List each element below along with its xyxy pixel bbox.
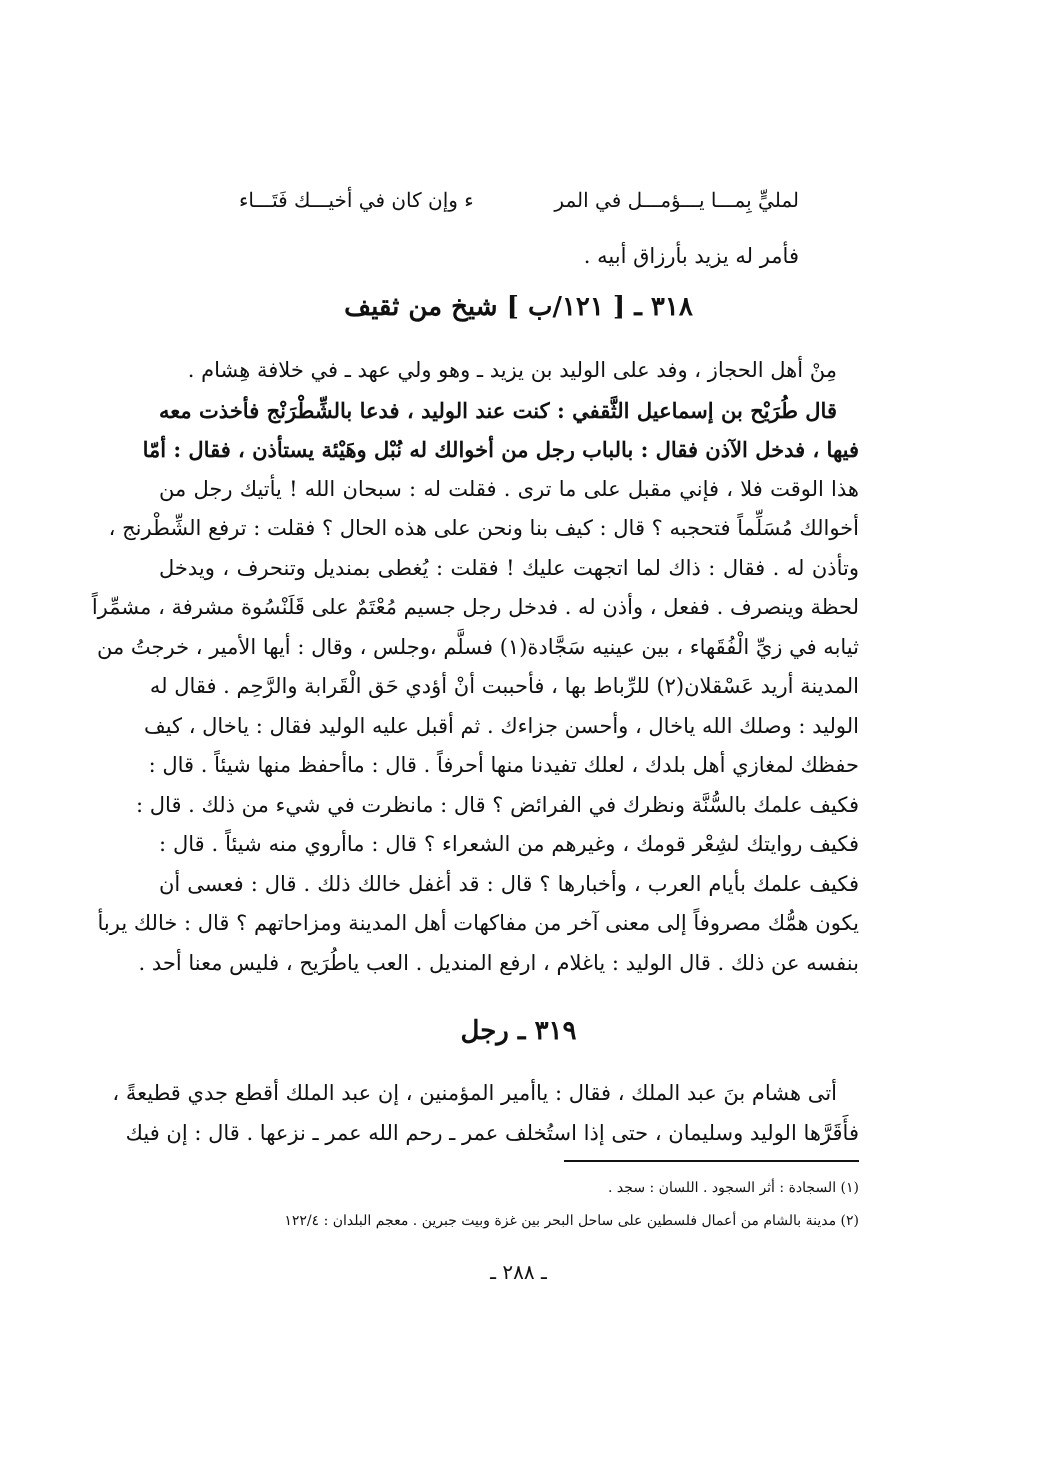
paragraph-line: لحظة وينصرف . ففعل ، وأذن له . فدخل رجل جسيم مُعْتَمٌ على قَلَنْسُوة مشرفة ، مشمِّراً xyxy=(91,595,859,619)
paragraph-line: هذا الوقت فلا ، فإني مقبل على ما ترى . فقلت له : سبحان الله ! يأتيك رجل من xyxy=(159,476,859,501)
verse-hemistich-left: ء وإن كان في أخيـــك فَتَـــاء xyxy=(239,188,474,212)
footnote-separator xyxy=(564,1160,859,1162)
paragraph-line: فكيف علمك بالسُّنَّة ونظرك في الفرائض ؟ قال : مانظرت في شيء من ذلك . قال : xyxy=(136,792,859,817)
page-number: ـ ٢٨٨ ـ xyxy=(490,1260,547,1284)
footnote-1: (١) السجادة : أثر السجود . اللسان : سجد . xyxy=(608,1180,859,1196)
line-after-verse: فأمر له يزيد بأرزاق أبيه . xyxy=(583,244,799,268)
paragraph-line: وتأذن له . فقال : ذاك لما اتجهت عليك ! فقلت : يُغطى بمنديل وتنحرف ، ويدخل xyxy=(159,555,859,580)
paragraph-line: فكيف روايتك لشِعْر قومك ، وغيرهم من الشعراء ؟ قال : ماأروي منه شيئاً . قال : xyxy=(159,832,859,856)
paragraph-line: قال طُرَيْح بن إسماعيل الثَّقفي : كنت عند الوليد ، فدعا بالشِّطْرَنْج فأخذت معه xyxy=(159,397,837,423)
paragraph-line: فكيف علمك بأيام العرب ، وأخبارها ؟ قال : قد أغفل خالك ذلك . قال : فعسى أن xyxy=(159,871,859,896)
paragraph-line: يكون همُّك مصروفاً إلى معنى آخر من مفاكهات أهل المدينة ومزاحاتهم ؟ قال : خالك يربأ xyxy=(97,911,859,935)
section-319-body xyxy=(112,1074,859,1153)
paragraph-line: مِنْ أهل الحجاز ، وفد على الوليد بن يزيد ـ وهو ولي عهد ـ في خلافة هِشام . xyxy=(187,358,837,382)
paragraph-line: فأَقَرَّها الوليد وسليمان ، حتى إذا استُخلف عمر ـ رحم الله عمر ـ نزعها . قال : إن فيك xyxy=(125,1120,859,1145)
paragraph-line: الوليد : وصلك الله ياخال ، وأحسن جزاءك . ثم أقبل عليه الوليد فقال : ياخال ، كيف xyxy=(143,713,859,738)
footnote-2: (٢) مدينة بالشام من أعمال فلسطين على ساحل البحر بين غزة وبيت جبرين . معجم البلدان : ١٢٢/٤ xyxy=(284,1213,859,1229)
section-318-body xyxy=(91,351,859,983)
section-318-title: ٣١٨ ـ [ ١٢١/ب ] شيخ من ثقيف xyxy=(344,292,693,322)
section-319-title: ٣١٩ ـ رجل xyxy=(460,1016,577,1046)
verse-hemistich-right: لمليٍّ بِمـــا يـــؤمـــل في المر xyxy=(554,188,799,212)
paragraph-line: أخوالك مُسَلِّماً فتحجبه ؟ قال : كيف بنا ونحن على هذه الحال ؟ فقلت : ترفع الشِّطْرنج ، xyxy=(108,516,859,540)
paragraph-line: أتى هشام بنَ عبد الملك ، فقال : ياأمير المؤمنين ، إن عبد الملك أقطع جدي قطيعةً ، xyxy=(112,1081,837,1105)
paragraph-line: حفظك لمغازي أهل بلدك ، لعلك تفيدنا منها أحرفاً . قال : ماأحفظ منها شيئاً . قال : xyxy=(148,753,859,777)
poem-verse xyxy=(239,188,799,212)
paragraph-line: ثيابه في زيِّ الْفُقَهاء ، بين عينيه سَجَّادة(١) فسلَّم ،وجلس ، وقال : أيها الأمير ، خرجتُ من xyxy=(97,634,859,659)
paragraph-line: بنفسه عن ذلك . قال الوليد : ياغلام ، ارفع المنديل . العب ياطُرَيح ، فليس معنا أحد . xyxy=(138,950,859,975)
paragraph-line: فيها ، فدخل الآذن فقال : بالباب رجل من أخوالك له نُبْل وهَيْئة يستأذن ، فقال : أمّا xyxy=(142,437,859,462)
paragraph-line: المدينة أريد عَسْقلان(٢) للرِّباط بها ، فأحببت أنْ أؤدي حَق الْقَرابة والرَّحِم . فقال له xyxy=(149,674,859,698)
